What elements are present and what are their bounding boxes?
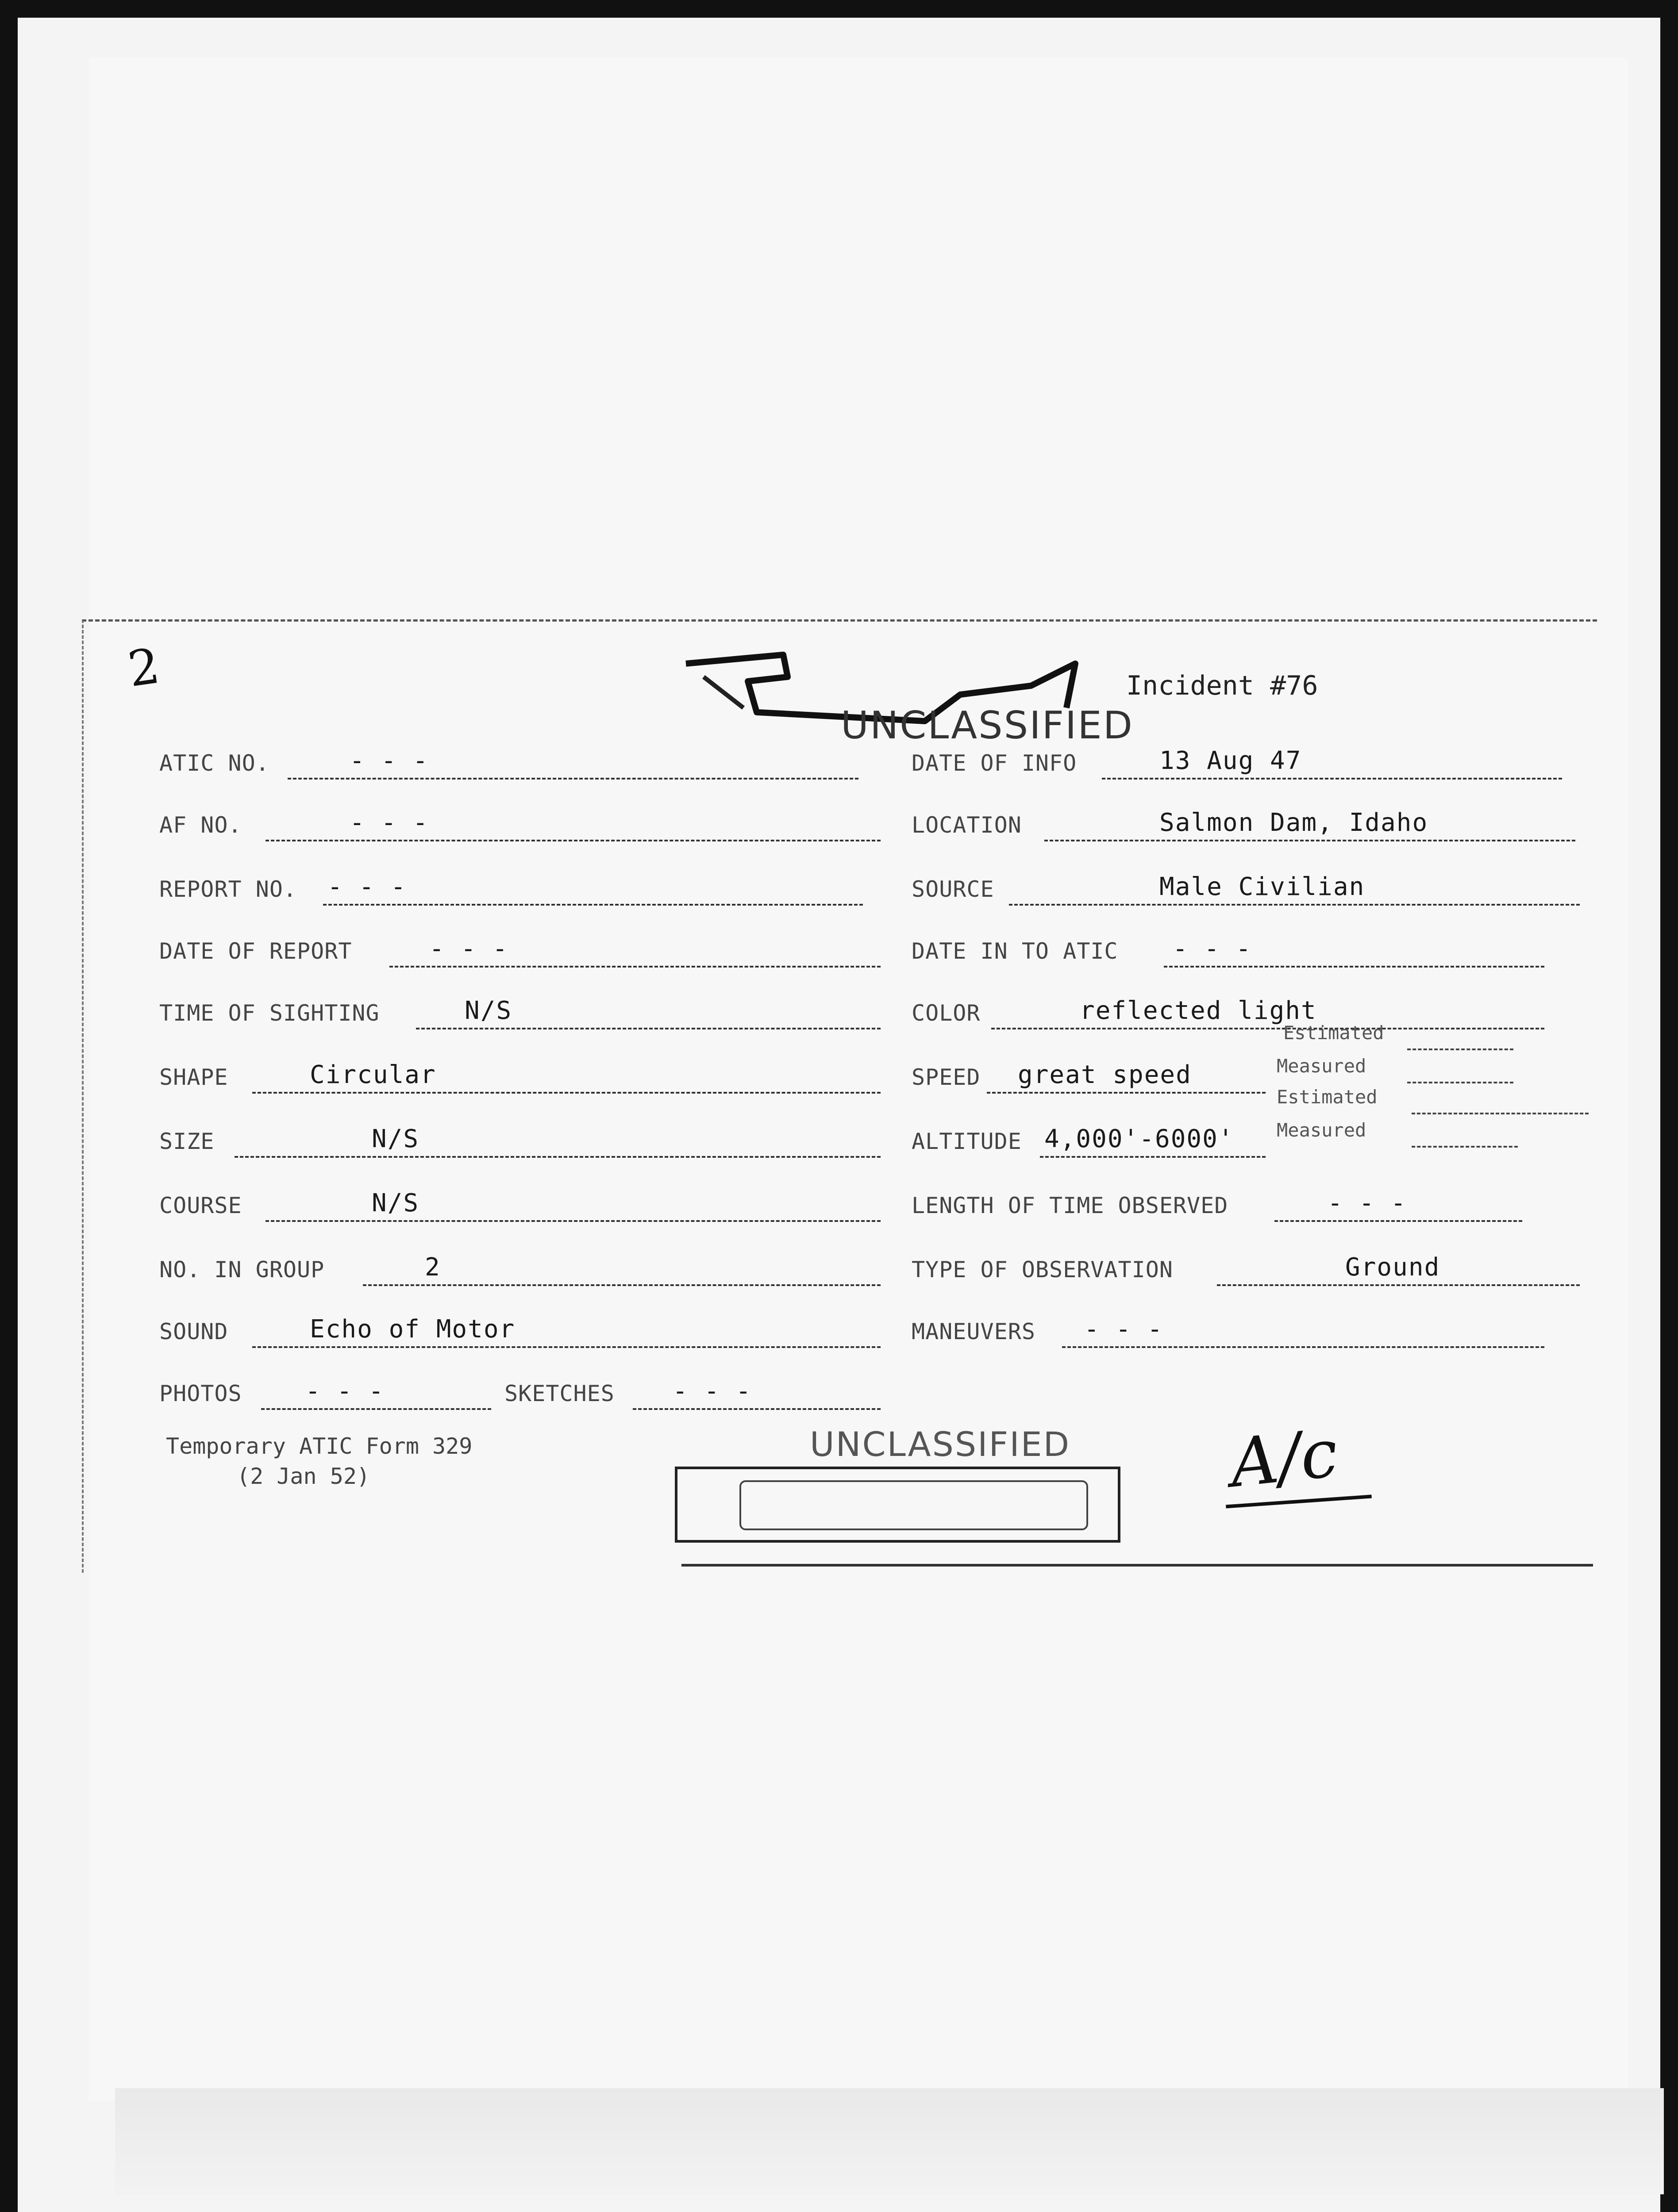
field-value: Echo of Motor [310, 1315, 516, 1344]
field-size [159, 1126, 885, 1158]
field-line [1217, 1284, 1580, 1286]
altitude-measured-line [1412, 1146, 1518, 1148]
card-edge [681, 1564, 1593, 1567]
field-value: Salmon Dam, Idaho [1159, 808, 1428, 837]
speed-estimated-label: Estimated [1283, 1022, 1384, 1044]
field-maneuvers [912, 1316, 1575, 1348]
field-value: N/S [465, 996, 512, 1025]
field-time-of-sighting [159, 998, 885, 1029]
field-value: 4,000'-6000' [1044, 1125, 1234, 1153]
field-value: N/S [372, 1125, 420, 1153]
field-line [266, 840, 881, 841]
field-value: Circular [310, 1060, 436, 1089]
field-value: - - - [673, 1377, 752, 1406]
field-line [1274, 1220, 1522, 1222]
field-line [252, 1092, 881, 1094]
field-value: - - - [429, 934, 508, 963]
classification-stamp-bottom: UNCLASSIFIED [810, 1425, 1071, 1464]
classification-stamp-top: UNCLASSIFIED [841, 703, 1134, 748]
speed-measured-label: Measured [1277, 1055, 1366, 1077]
field-source [912, 874, 1584, 906]
field-line [266, 1220, 881, 1222]
field-value: N/S [372, 1189, 420, 1217]
field-sketches [504, 1378, 885, 1410]
field-value: great speed [1018, 1060, 1192, 1089]
field-label: SOUND [159, 1319, 228, 1344]
form-date: (2 Jan 52) [237, 1463, 370, 1489]
field-shape [159, 1062, 885, 1094]
scan-shadow [115, 2088, 1664, 2194]
field-photos [159, 1378, 496, 1410]
field-line [389, 966, 881, 968]
altitude-measured-label: Measured [1277, 1119, 1366, 1141]
field-sound [159, 1316, 885, 1348]
field-speed [912, 1062, 1283, 1094]
field-line [1102, 778, 1562, 780]
field-line [1164, 966, 1544, 968]
field-label: SPEED [912, 1064, 981, 1090]
field-value: Ground [1345, 1253, 1440, 1282]
field-value: - - - [350, 808, 429, 837]
field-label: SIZE [159, 1129, 215, 1154]
field-label: TYPE OF OBSERVATION [912, 1257, 1173, 1283]
field-label: SKETCHES [504, 1381, 615, 1406]
handwritten-initials: A/c [1226, 1414, 1342, 1503]
field-line [261, 1408, 491, 1410]
field-line [1062, 1346, 1544, 1348]
field-value: Male Civilian [1159, 872, 1365, 901]
field-label: TIME OF SIGHTING [159, 1000, 380, 1026]
field-value: - - - [305, 1377, 385, 1406]
altitude-estimated-label: Estimated [1277, 1086, 1378, 1108]
field-value: reflected light [1080, 996, 1317, 1025]
field-value: - - - [327, 872, 407, 901]
field-label: REPORT NO. [159, 876, 297, 902]
field-value: - - - [350, 746, 429, 775]
field-line [1044, 840, 1575, 841]
field-altitude [912, 1126, 1283, 1158]
field-line [288, 778, 858, 780]
field-line [252, 1346, 881, 1348]
field-label: LENGTH OF TIME OBSERVED [912, 1193, 1228, 1218]
field-label: LOCATION [912, 812, 1022, 838]
field-line [323, 904, 863, 906]
field-label: DATE OF INFO [912, 750, 1077, 776]
field-report-no [159, 874, 867, 906]
field-value: - - - [1328, 1189, 1407, 1217]
field-line [363, 1284, 881, 1286]
field-color [912, 998, 1575, 1029]
field-line [987, 1092, 1266, 1094]
field-label: DATE IN TO ATIC [912, 938, 1118, 964]
field-label: COLOR [912, 1000, 981, 1026]
field-line [991, 1028, 1544, 1029]
field-value: - - - [1173, 934, 1252, 963]
field-label: ATIC NO. [159, 750, 269, 776]
field-label: PHOTOS [159, 1381, 242, 1406]
altitude-estimated-line [1412, 1113, 1589, 1114]
field-course [159, 1190, 885, 1222]
field-date-of-info [912, 748, 1575, 780]
field-date-in-to-atic [912, 936, 1575, 968]
field-label: DATE OF REPORT [159, 938, 352, 964]
incident-number: Incident #76 [1126, 670, 1318, 701]
stamp-box-inner [739, 1480, 1088, 1530]
field-atic-no [159, 748, 867, 780]
speed-measured-line [1407, 1082, 1513, 1083]
field-line [1009, 904, 1580, 906]
field-length-of-time-observed [912, 1190, 1540, 1222]
field-label: COURSE [159, 1193, 242, 1218]
speed-estimated-line [1407, 1048, 1513, 1050]
field-date-of-report [159, 936, 885, 968]
field-line [416, 1028, 881, 1029]
field-value: - - - [1084, 1315, 1163, 1344]
field-label: ALTITUDE [912, 1129, 1022, 1154]
form-name: Temporary ATIC Form 329 [166, 1433, 473, 1459]
field-label: NO. IN GROUP [159, 1257, 325, 1283]
field-label: SOURCE [912, 876, 994, 902]
field-line [235, 1156, 881, 1158]
field-type-of-observation [912, 1254, 1584, 1286]
field-value: 2 [425, 1253, 441, 1282]
field-label: MANEUVERS [912, 1319, 1035, 1344]
field-line [1040, 1156, 1266, 1158]
field-line [633, 1408, 881, 1410]
stamp-box [675, 1467, 1120, 1543]
field-no-in-group [159, 1254, 885, 1286]
field-af-no [159, 810, 885, 841]
field-location [912, 810, 1584, 841]
field-label: AF NO. [159, 812, 242, 838]
page-mark: 2 [124, 637, 163, 698]
form-identifier [166, 1431, 472, 1491]
field-value: 13 Aug 47 [1159, 746, 1302, 775]
field-label: SHAPE [159, 1064, 228, 1090]
